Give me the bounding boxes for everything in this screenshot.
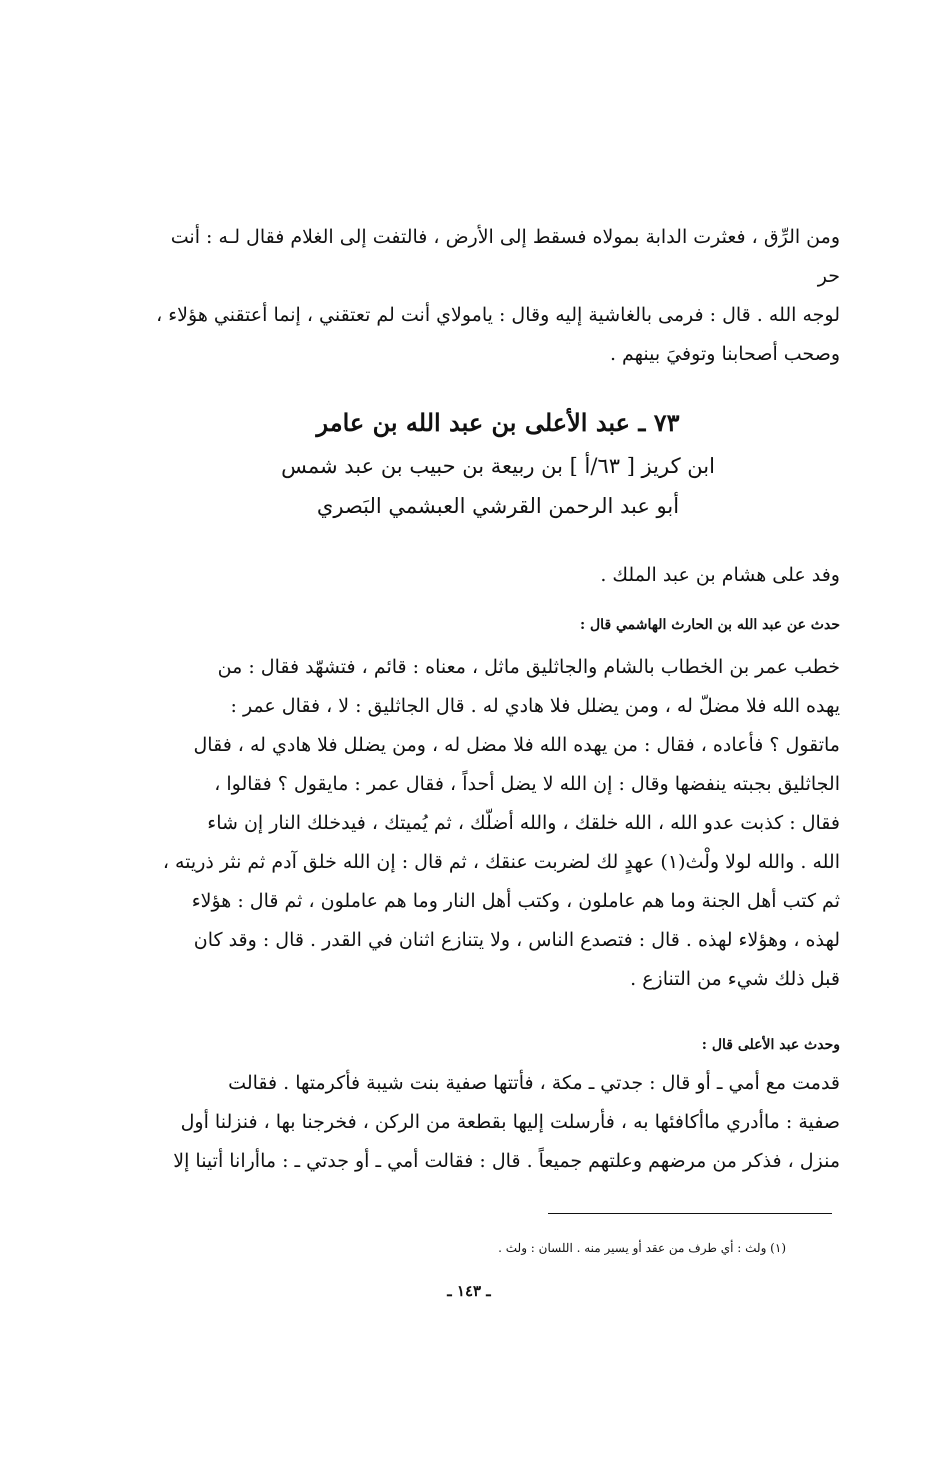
footnote: (١) ولث : أي طرف من عقد أو يسير منه . اللسان : ولث . [498,1241,786,1255]
text-line: وصحب أصحابنا وتوفيَ بينهم . [609,343,840,365]
text-line: خطب عمر بن الخطاب بالشام والجاثليق ماثل ، معناه : قائم ، فتشهّد فقال : من [217,656,840,678]
text-line: لوجه الله . قال : فرمى بالغاشية إليه وقال : يامولاي أنت لم تعتقني ، إنما أعتقني هؤلاء ، [156,304,840,326]
entry-title: ٧٣ ـ عبد الأعلى بن عبد الله بن عامر [316,408,680,437]
text-line: صفية : ماأدري ماأكافئها به ، فأرسلت إليها بقطعة من الركن ، فخرجنا بها ، فنزلنا أول [180,1111,840,1133]
text-line: الجاثليق بجبته ينفضها وقال : إن الله لا يضل أحداً ، فقال عمر : مايقول ؟ فقالوا ، [214,773,840,795]
narration2-paragraph [156,1064,840,1181]
entry-lineage: ابن كريز [ ٦٣/أ ] بن ربيعة بن حبيب بن عبد شمس [281,454,715,478]
entry-kunya: أبو عبد الرحمن القرشي العبشمي البَصري [316,494,680,518]
text-line: لهذه ، وهؤلاء لهذه . قال : فتصدع الناس ، ولا يتنازع اثنان في القدر . قال : وقد كان [193,929,840,951]
page-number: ـ ١٤٣ ـ [447,1282,491,1300]
visit-note: وفد على هشام بن عبد الملك . [600,564,840,586]
text-line: الله . والله لولا ولْث(١) عهدٍ لك لضربت عنقك ، ثم قال : إن الله خلق آدم ثم نثر ذريته ، [162,851,840,873]
footnote-separator [548,1213,832,1214]
text-line: فقال : كذبت عدو الله ، الله خلقك ، والله أضلّك ، ثم يُميتك ، فيدخلك النار إن شاء [207,812,840,834]
narration2-intro: وحدث عبد الأعلى قال : [701,1037,840,1053]
text-line: يهده الله فلا مضلّ له ، ومن يضلل فلا هادي له . قال الجاثليق : لا ، فقال عمر : [230,695,840,717]
text-line: قدمت مع أمي ـ أو قال : جدتي ـ مكة ، فأتتها صفية بنت شيبة فأكرمتها . فقالت [228,1072,840,1094]
text-line: ماتقول ؟ فأعاده ، فقال : من يهده الله فلا مضل له ، ومن يضلل فلا هادي له ، فقال [193,734,840,756]
text-line: قبل ذلك شيء من التنازع . [630,968,840,990]
entry-heading [156,400,840,526]
text-line: ومن الرِّق ، فعثرت الدابة بمولاه فسقط إلى الأرض ، فالتفت إلى الغلام فقال لـه : أنت حر [170,226,840,287]
narration1-intro: حدث عن عبد الله بن الحارث الهاشمي قال : [579,617,840,633]
text-line: منزل ، فذكر من مرضهم وعلتهم جميعاً . قال : فقالت أمي ـ أو جدتي ـ : ماأرانا أتينا إلا [173,1150,840,1172]
narration1-paragraph [156,648,840,999]
intro-paragraph [156,218,840,374]
text-line: ثم كتب أهل الجنة وما هم عاملون ، وكتب أهل النار وما هم عاملون ، ثم قال : هؤلاء [191,890,840,912]
